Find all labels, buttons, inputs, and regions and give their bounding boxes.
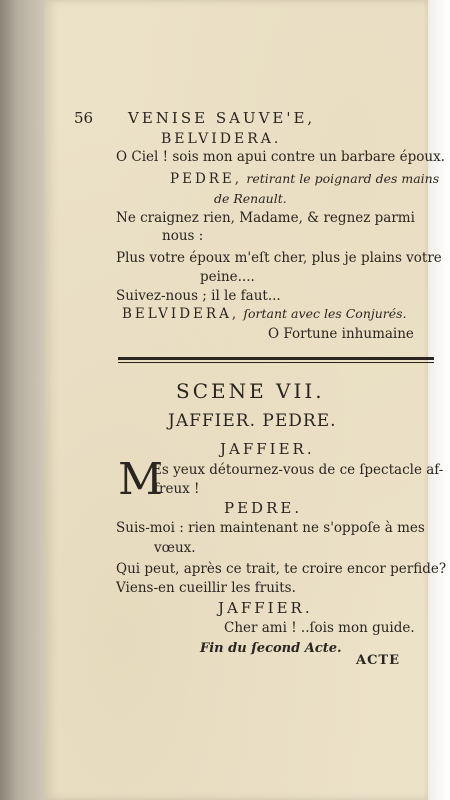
verse-line: Plus votre époux m'eſt cher, plus je plains votre [116,250,442,266]
verse-line: vœux. [154,540,196,556]
verse-line: Viens-en cueillir les fruits. [116,580,296,596]
scene-characters: JAFFIER. PEDRE. [168,411,337,431]
speaker-pedre: PEDRE, [170,171,243,187]
speaker-jaffier: JAFFIER. [218,599,313,617]
speaker-direction-line [122,308,407,322]
speaker-pedre: PEDRE. [224,499,303,517]
verse-line: Suivez-nous ; il le faut... [116,288,281,304]
book-page [44,0,447,800]
verse-line: O Fortune inhumaine [268,326,414,342]
speaker-direction-line [170,173,439,187]
end-of-act-note: Fin du ſecond Acte. [200,641,342,656]
page-number: 56 [74,109,94,127]
book-spine-shadow [0,0,44,800]
verse-line: nous : [162,228,204,244]
section-rule-thin [118,362,434,363]
section-rule-thick [118,357,434,360]
verse-line: O Ciel ! sois mon apui contre un barbare époux. [116,149,445,165]
verse-line: freux ! [154,481,200,497]
verse-line: Cher ami ! ..ſois mon guide. [224,620,415,636]
speaker-belvidera: BELVIDERA, [122,306,240,322]
stage-direction: ſortant avec les Conjurés. [243,306,407,321]
verse-line: Suis-moi : rien maintenant ne s'oppoſe à mes [116,520,425,536]
catchword: ACTE [356,653,401,668]
scene-heading: SCENE VII. [176,379,325,403]
verse-line: Ne craignez rien, Madame, & regnez parmi [116,210,415,226]
running-title: VENISE SAUVE'E, [128,109,316,127]
speaker-belvidera: BELVIDERA. [161,131,282,147]
verse-line: Qui peut, après ce trait, te croire encor perfide? [116,561,447,577]
verse-line: Es yeux détournez-vous de ce ſpectacle af- [152,462,444,478]
drop-cap: M [118,454,164,505]
speaker-jaffier: JAFFIER. [220,440,315,458]
stage-direction: de Renault. [214,191,287,206]
verse-line: peine.... [200,269,255,285]
stage-direction: retirant le poignard des mains [246,171,440,186]
